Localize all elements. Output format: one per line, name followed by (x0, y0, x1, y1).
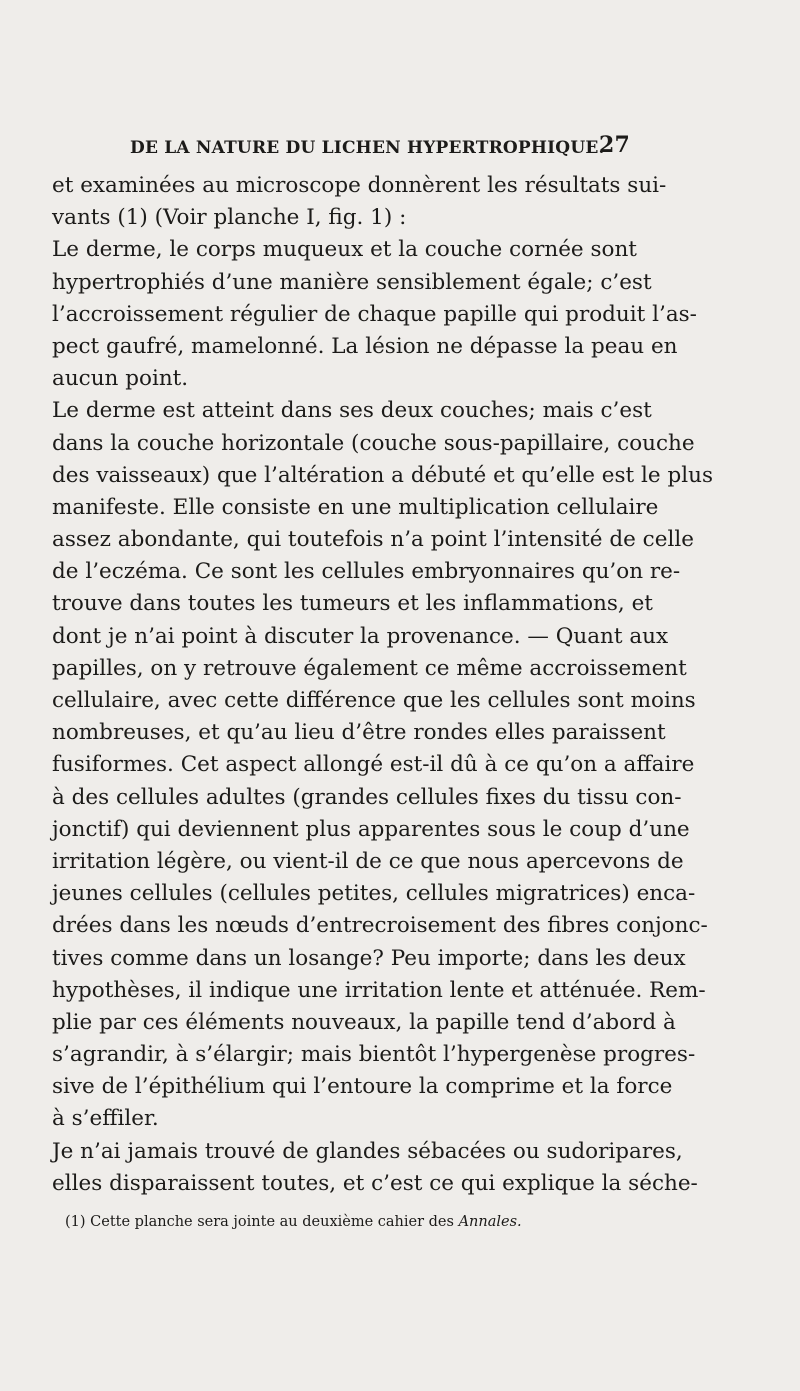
footnote-italic: Annales. (458, 1214, 522, 1230)
text-line: assez abondante, qui toutefois n’a point l’intensité de celle (52, 527, 694, 553)
text-line: nombreuses, et qu’au lieu d’être rondes elles paraissent (52, 720, 666, 746)
footnote (65, 1214, 630, 1230)
text-line: drées dans les nœuds d’entrecroisement des fibres conjonc- (52, 913, 708, 939)
text-line: papilles, on y retrouve également ce même accroissement (52, 655, 687, 681)
page-number: 27 (598, 132, 630, 158)
text-line: elles disparaissent toutes, et c’est ce qui explique la séche- (52, 1170, 698, 1196)
text-line: des vaisseaux) que l’altération a débuté et qu’elle est le plus (52, 462, 713, 488)
text-line: à des cellules adultes (grandes cellules fixes du tissu con- (52, 784, 682, 810)
text-line: vants (1) (Voir planche I, fig. 1) : (52, 205, 407, 231)
text-line: dans la couche horizontale (couche sous-papillaire, couche (52, 430, 695, 456)
text-line: s’agrandir, à s’élargir; mais bientôt l’hypergenèse progres- (52, 1042, 696, 1068)
text-line: trouve dans toutes les tumeurs et les inflammations, et (52, 591, 653, 617)
text-line: et examinées au microscope donnèrent les résultats sui- (52, 173, 667, 198)
text-line: sive de l’épithélium qui l’entoure la comprime et la force (52, 1074, 673, 1100)
text-line: tives comme dans un losange? Peu importe; dans les deux (52, 945, 686, 971)
text-line: cellulaire, avec cette différence que les cellules sont moins (52, 688, 696, 713)
body-text (52, 170, 713, 1200)
text-line: Le derme, le corps muqueux et la couche cornée sont (52, 237, 637, 263)
text-line: aucun point. (52, 366, 189, 392)
text-line: jeunes cellules (cellules petites, cellules migratrices) enca- (52, 881, 696, 907)
text-line: plie par ces éléments nouveaux, la papille tend d’abord à (52, 1009, 676, 1035)
text-line: irritation légère, ou vient-il de ce que nous apercevons de (52, 848, 684, 874)
text-line: pect gaufré, mamelonné. La lésion ne dépasse la peau en (52, 333, 678, 359)
text-line: hypertrophiés d’une manière sensiblement égale; c’est (52, 269, 652, 295)
text-line: dont je n’ai point à discuter la provenance. — Quant aux (52, 623, 669, 649)
text-line: de l’eczéma. Ce sont les cellules embryonnaires qu’on re- (52, 559, 681, 585)
text-line: Le derme est atteint dans ses deux couches; mais c’est (52, 398, 652, 424)
text-line: à s’effiler. (52, 1106, 159, 1132)
text-line: manifeste. Elle consiste en une multiplication cellulaire (52, 494, 659, 520)
footnote-text: (1) Cette planche sera jointe au deuxième cahier des (65, 1214, 459, 1230)
text-line: jonctif) qui deviennent plus apparentes sous le coup d’une (52, 816, 690, 842)
text-line: l’accroissement régulier de chaque papille qui produit l’as- (52, 301, 697, 327)
text-line: hypothèses, il indique une irritation lente et atténuée. Rem- (52, 977, 706, 1003)
text-line: Je n’ai jamais trouvé de glandes sébacées ou sudoripares, (52, 1138, 683, 1164)
text-line: fusiformes. Cet aspect allongé est-il dû à ce qu’on a affaire (52, 752, 695, 778)
page-header (130, 132, 630, 162)
running-title: DE LA NATURE DU LICHEN HYPERTROPHIQUE. (130, 138, 605, 158)
